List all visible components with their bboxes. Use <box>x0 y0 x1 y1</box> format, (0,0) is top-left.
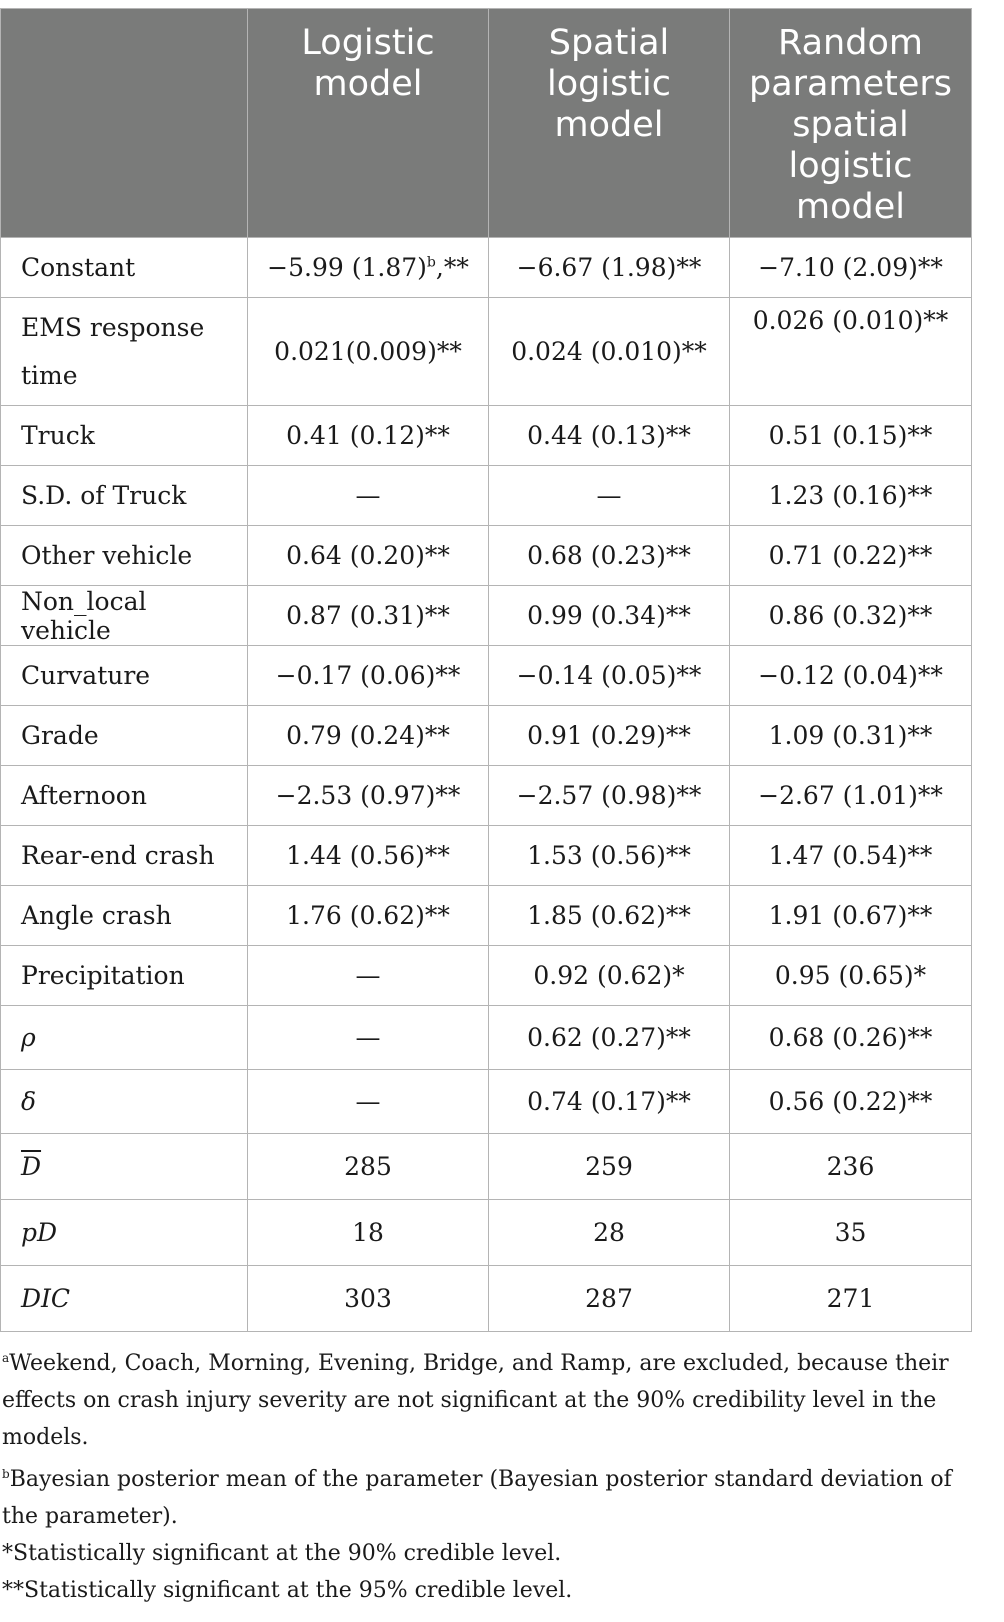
row-label: DIC <box>1 1266 248 1332</box>
header-row <box>1 9 972 238</box>
table-row <box>1 238 972 298</box>
cell-spatial: 259 <box>489 1134 730 1200</box>
table-row <box>1 466 972 526</box>
cell-random: 236 <box>730 1134 972 1200</box>
row-label: δ <box>1 1070 248 1134</box>
row-label: Grade <box>1 706 248 766</box>
footnote-single-star: *Statistically significant at the 90% credible level. <box>2 1541 562 1566</box>
d-bar-symbol: $\overline{D}$ <box>21 1152 42 1181</box>
cell-spatial: 1.53 (0.56)** <box>489 826 730 886</box>
cell-logistic: −2.53 (0.97)** <box>248 766 489 826</box>
row-label <box>1 1134 248 1200</box>
row-label: Non_local vehicle <box>1 586 248 646</box>
cell-spatial: 0.024 (0.010)** <box>489 298 730 406</box>
cell-spatial: 0.99 (0.34)** <box>489 586 730 646</box>
cell-spatial: 287 <box>489 1266 730 1332</box>
cell-spatial: −2.57 (0.98)** <box>489 766 730 826</box>
row-label: EMS response time <box>1 298 248 406</box>
table-row <box>1 1266 972 1332</box>
cell-logistic: 285 <box>248 1134 489 1200</box>
cell-random: −2.67 (1.01)** <box>730 766 972 826</box>
cell-logistic: 1.44 (0.56)** <box>248 826 489 886</box>
table-row <box>1 826 972 886</box>
table-row <box>1 1070 972 1134</box>
cell-random: 0.71 (0.22)** <box>730 526 972 586</box>
cell-spatial: 0.92 (0.62)* <box>489 946 730 1006</box>
table-row <box>1 298 972 406</box>
row-label: ρ <box>1 1006 248 1070</box>
row-label: pD <box>1 1200 248 1266</box>
cell-logistic: — <box>248 466 489 526</box>
cell-logistic: −0.17 (0.06)** <box>248 646 489 706</box>
cell-random: 0.68 (0.26)** <box>730 1006 972 1070</box>
table-row <box>1 526 972 586</box>
cell-logistic: 1.76 (0.62)** <box>248 886 489 946</box>
table-row <box>1 646 972 706</box>
cell-logistic: 18 <box>248 1200 489 1266</box>
cell-logistic: 303 <box>248 1266 489 1332</box>
cell-logistic: 0.41 (0.12)** <box>248 406 489 466</box>
cell-random: 1.23 (0.16)** <box>730 466 972 526</box>
cell-spatial: 0.44 (0.13)** <box>489 406 730 466</box>
row-label: Precipitation <box>1 946 248 1006</box>
cell-random: 0.95 (0.65)* <box>730 946 972 1006</box>
cell-spatial: 28 <box>489 1200 730 1266</box>
cell-random: 1.09 (0.31)** <box>730 706 972 766</box>
cell-spatial: 0.62 (0.27)** <box>489 1006 730 1070</box>
row-label: Angle crash <box>1 886 248 946</box>
header-random-parameters-model: Random parameters spatial logistic model <box>730 9 972 238</box>
row-label: Rear-end crash <box>1 826 248 886</box>
footnote-b: $^b$Bayesian posterior mean of the parameter (Bayesian posterior standard deviation of the parameter). <box>2 1467 952 1529</box>
cell-logistic: −5.99 $(1.87)^b,**$ <box>248 238 489 298</box>
table-row <box>1 706 972 766</box>
cell-random: −0.12 (0.04)** <box>730 646 972 706</box>
results-table <box>0 8 972 1332</box>
cell-random: 1.91 (0.67)** <box>730 886 972 946</box>
cell-logistic: 0.87 (0.31)** <box>248 586 489 646</box>
row-label: Curvature <box>1 646 248 706</box>
cell-logistic: 0.021(0.009)** <box>248 298 489 406</box>
table-row <box>1 886 972 946</box>
footnote-a: $^a$Weekend, Coach, Morning, Evening, Bridge, and Ramp, are excluded, because their effects on crash injury severity are not significant at the 90% credibility level in the models. <box>2 1351 949 1450</box>
table-row <box>1 406 972 466</box>
cell-logistic: 0.64 (0.20)** <box>248 526 489 586</box>
cell-random: 35 <box>730 1200 972 1266</box>
footnote-double-star: **Statistically significant at the 95% credible level. <box>2 1578 573 1603</box>
cell-random: 1.47 (0.54)** <box>730 826 972 886</box>
cell-random: 0.51 (0.15)** <box>730 406 972 466</box>
cell-spatial: 0.68 (0.23)** <box>489 526 730 586</box>
cell-logistic: — <box>248 1070 489 1134</box>
header-spatial-logistic-model: Spatial logistic model <box>489 9 730 238</box>
cell-logistic: 0.79 (0.24)** <box>248 706 489 766</box>
cell-spatial: 0.91 (0.29)** <box>489 706 730 766</box>
cell-logistic: — <box>248 1006 489 1070</box>
cell-random: 0.026 (0.010)** <box>730 298 972 406</box>
cell-random: 0.56 (0.22)** <box>730 1070 972 1134</box>
table-footnotes <box>2 1340 982 1609</box>
row-label: Other vehicle <box>1 526 248 586</box>
table-row <box>1 766 972 826</box>
cell-spatial: −0.14 (0.05)** <box>489 646 730 706</box>
row-label: Truck <box>1 406 248 466</box>
table-row <box>1 586 972 646</box>
cell-spatial: — <box>489 466 730 526</box>
header-logistic-model: Logistic model <box>248 9 489 238</box>
table-row <box>1 946 972 1006</box>
row-label: S.D. of Truck <box>1 466 248 526</box>
cell-spatial: 0.74 (0.17)** <box>489 1070 730 1134</box>
table-row <box>1 1006 972 1070</box>
cell-random: −7.10 (2.09)** <box>730 238 972 298</box>
header-corner <box>1 9 248 238</box>
row-label: Afternoon <box>1 766 248 826</box>
table-row <box>1 1134 972 1200</box>
table-row <box>1 1200 972 1266</box>
row-label: Constant <box>1 238 248 298</box>
cell-logistic: — <box>248 946 489 1006</box>
cell-spatial: −6.67 (1.98)** <box>489 238 730 298</box>
cell-random: 0.86 (0.32)** <box>730 586 972 646</box>
cell-random: 271 <box>730 1266 972 1332</box>
cell-spatial: 1.85 (0.62)** <box>489 886 730 946</box>
